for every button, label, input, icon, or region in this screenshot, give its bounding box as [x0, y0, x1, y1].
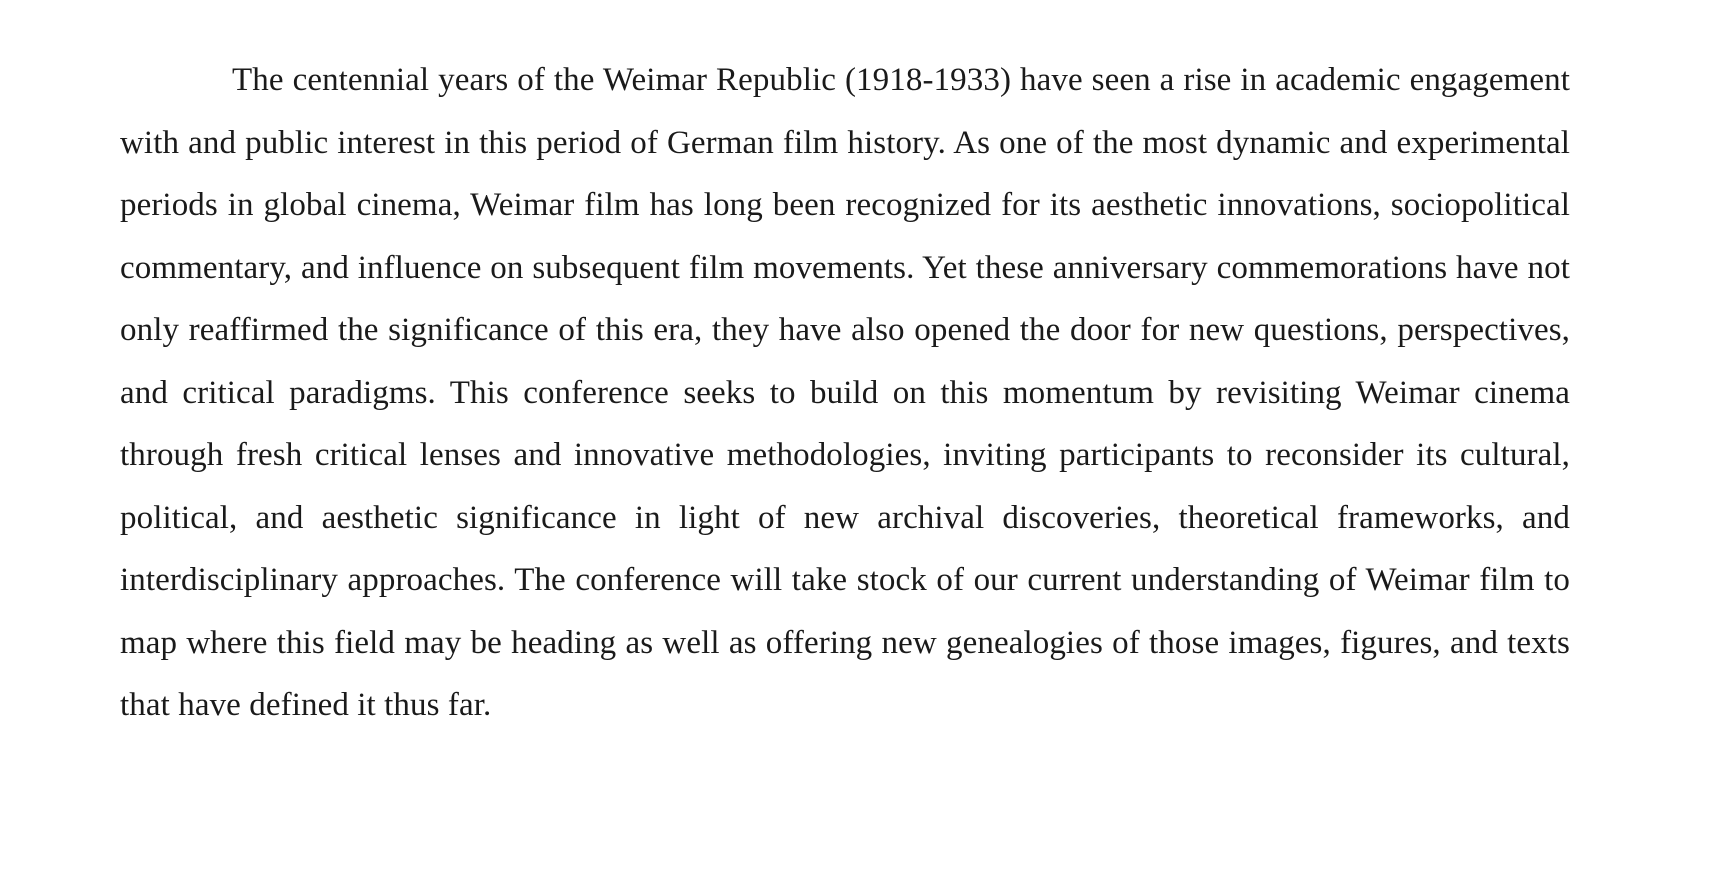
body-paragraph: The centennial years of the Weimar Republic (1918-1933) have seen a rise in academic engagement with and public interest in this period of German film history. As one of the most dynamic and experimental periods in global cinema, Weimar film has long been recognized for its aesthetic innovations, sociopolitical commentary, and influence on subsequent film movements. Yet these anniversary commemorations have not only reaffirmed the significance of this era, they have also opened the door for new questions, perspectives, and critical paradigms. This conference seeks to build on this momentum by revisiting Weimar cinema through fresh critical lenses and innovative methodologies, inviting participants to reconsider its cultural, political, and aesthetic significance in light of new archival discoveries, theoretical frameworks, and interdisciplinary approaches. The conference will take stock of our current understanding of Weimar film to map where this field may be heading as well as offering new genealogies of those images, figures, and texts that have defined it thus far. — [120, 62, 1570, 723]
